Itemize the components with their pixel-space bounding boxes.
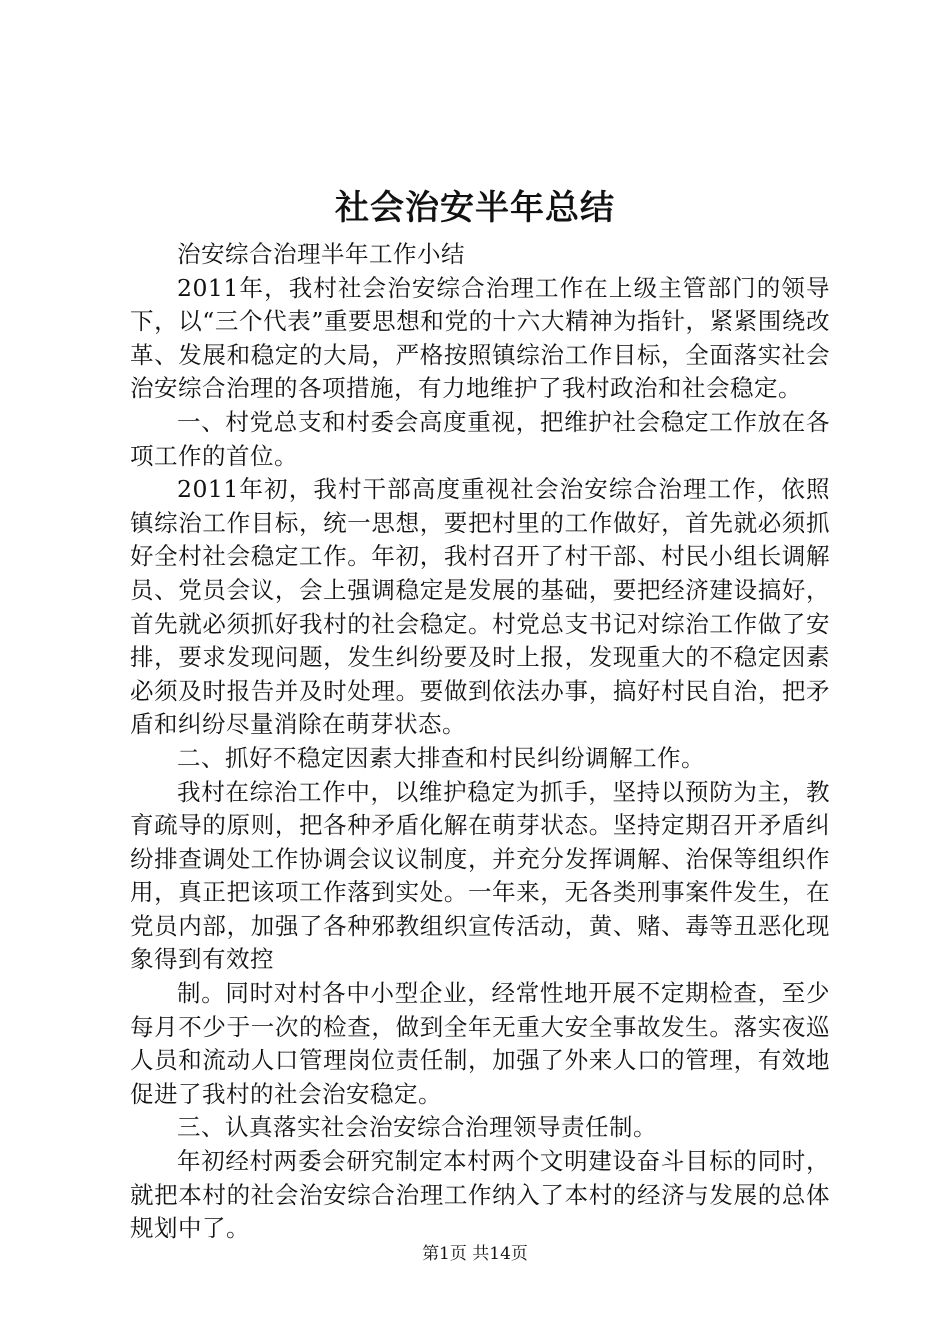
paragraph-subtitle: 治安综合治理半年工作小结 [177, 240, 465, 268]
paragraph-section-3: 年初经村两委会研究制定本村两个文明建设奋斗目标的同时，就把本村的社会治安综合治理工作纳入了本村的经济与发展的总体规划中了。 [130, 1147, 830, 1243]
paragraph-section-2a: 我村在综治工作中，以维护稳定为抓手，坚持以预防为主，教育疏导的原则，把各种矛盾化解在萌芽状态。坚持定期召开矛盾纠纷排查调处工作协调会议议制度，并充分发挥调解、治保等组织作用，真正把该项工作落到实处。一年来，无各类刑事案件发生，在党员内部，加强了各种邪教组织宣传活动，黄、赌、毒等丑恶化现象得到有效控 [130, 777, 830, 974]
document-title: 社会治安半年总结 [335, 188, 615, 228]
page-footer: 第1页 共14页 [422, 1244, 528, 1264]
section-heading-2: 二、抓好不稳定因素大排查和村民纠纷调解工作。 [177, 743, 705, 772]
paragraph-intro: 2011年，我村社会治安综合治理工作在上级主管部门的领导下，以“三个代表”重要思想和党的十六大精神为指针，紧紧围绕改革、发展和稳定的大局，严格按照镇综治工作目标，全面落实社会治安综合治理的各项措施，有力地维护了我村政治和社会稳定。 [130, 273, 830, 403]
document-body [130, 238, 830, 1246]
paragraph-section-1: 2011年初，我村干部高度重视社会治安综合治理工作，依照镇综治工作目标，统一思想，要把村里的工作做好，首先就必须抓好全村社会稳定工作。年初，我村召开了村干部、村民小组长调解员、党员会议，会上强调稳定是发展的基础，要把经济建设搞好，首先就必须抓好我村的社会稳定。村党总支书记对综治工作做了安排，要求发现问题，发生纠纷要及时上报，发现重大的不稳定因素必须及时报告并及时处理。要做到依法办事，搞好村民自治，把矛盾和纠纷尽量消除在萌芽状态。 [130, 475, 830, 739]
section-heading-3: 三、认真落实社会治安综合治理领导责任制。 [177, 1113, 657, 1142]
paragraph-section-2b: 制。同时对村各中小型企业，经常性地开展不定期检查，至少每月不少于一次的检查，做到全年无重大安全事故发生。落实夜巡人员和流动人口管理岗位责任制，加强了外来人口的管理，有效地促进了我村的社会治安稳定。 [130, 979, 830, 1108]
section-heading-1: 一、村党总支和村委会高度重视，把维护社会稳定工作放在各项工作的首位。 [130, 407, 830, 470]
